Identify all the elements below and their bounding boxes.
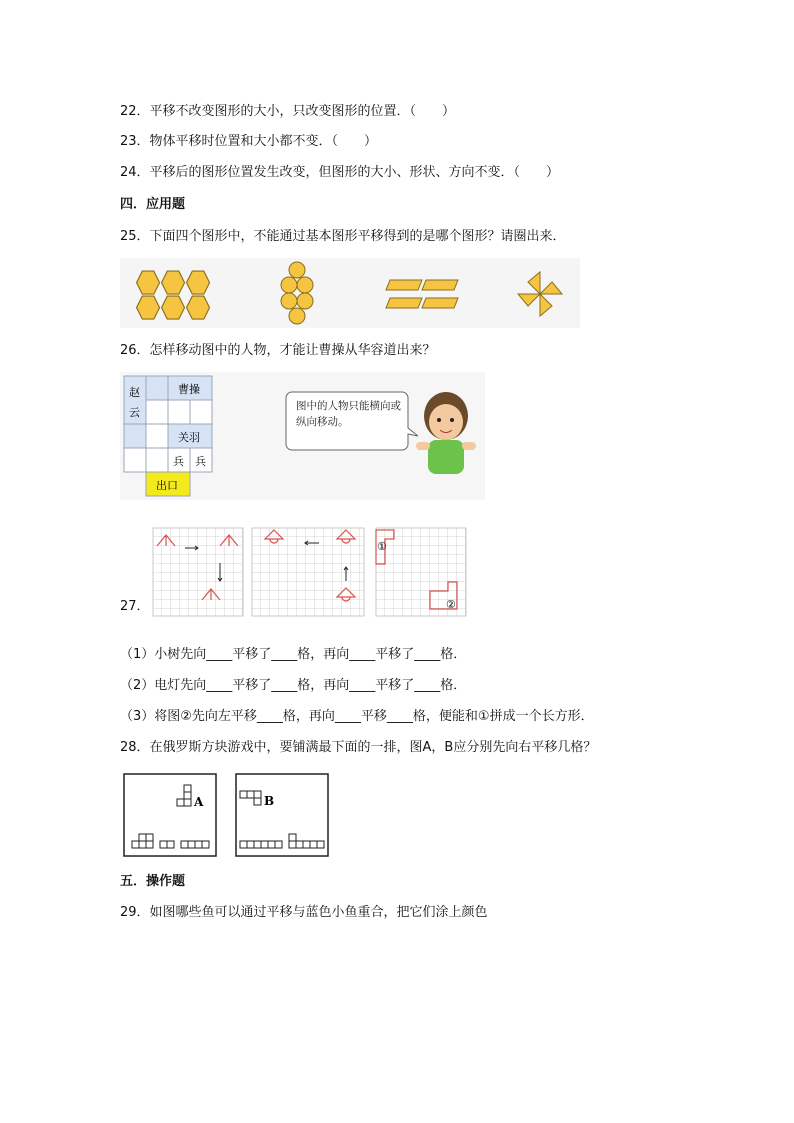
question-27-sub2: （2）电灯先向____平移了____格，再向____平移了____格． [120,678,467,693]
board-cell [146,400,168,424]
question-28: 28．在俄罗斯方块游戏中，要铺满最下面的一排，图A，B应分别先向右平移几格？ [120,740,597,755]
board-cell [146,424,168,448]
block-cell [240,841,247,848]
block-cell [289,841,296,848]
tetris-board-b [236,774,328,856]
question-25: 25．下面四个图形中，不能通过基本图形平移得到的是哪个图形？请圈出来． [120,229,566,244]
mark-2: ② [446,598,456,611]
block-cell [275,841,282,848]
boy-face [429,404,463,440]
block-cell [296,841,303,848]
speech-text-wrapper [296,398,402,446]
boy-arm [416,442,430,450]
block-cell [139,834,146,841]
board-cell [124,424,146,448]
board-cell [146,448,168,472]
hexagon [187,271,210,294]
circle [297,293,313,309]
grid-shapes [376,528,466,616]
zhaoyun-label-1: 赵 [129,386,140,399]
q27-grids-figure [152,527,468,619]
section-4-heading: 四．应用题 [120,197,186,212]
question-29: 29．如图哪些鱼可以通过平移与蓝色小鱼重合，把它们涂上颜色 [120,905,488,920]
block-cell [167,841,174,848]
block-cell [160,841,167,848]
hexagon [162,271,185,294]
block-cell [317,841,324,848]
boy-eye [437,418,441,422]
mark-1: ① [377,540,387,553]
block-cell [132,841,139,848]
block-cell [310,841,317,848]
block-cell [177,799,184,806]
question-27-number: 27． [120,599,150,614]
hexagon [187,296,210,319]
block-cell [261,841,268,848]
guanyu-label: 关羽 [178,431,200,444]
parallelogram [422,280,458,290]
board-cell [190,400,212,424]
block-cell [247,841,254,848]
block-cell [202,841,209,848]
block-cell [254,791,261,798]
block-cell [146,834,153,841]
block-cell [240,791,247,798]
grid-tree [153,528,243,616]
tetris-board-a [124,774,216,856]
q25-shapes-figure [120,258,580,328]
board-cell [124,448,146,472]
parallelogram [422,298,458,308]
parallelogram [386,298,422,308]
block-cell [184,799,191,806]
block-cell [254,841,261,848]
boy-eye [450,418,454,422]
block-cell [139,841,146,848]
bing-label-1: 兵 [173,455,184,468]
block-cell [289,834,296,841]
hexagon [137,271,160,294]
circle [281,277,297,293]
huarong-dao-figure [120,372,485,500]
question-27-sub3: （3）将图②先向左平移____格，再向____平移____格，便能和①拼成一个长方形． [120,709,594,724]
board-cell [168,400,190,424]
question-27-sub1: （1）小树先向____平移了____格，再向____平移了____格． [120,647,467,662]
block-cell [184,792,191,799]
figure-background [120,258,580,328]
label-a: A [194,795,204,809]
block-cell [303,841,310,848]
grid-lamp [252,528,364,616]
block-cell [195,841,202,848]
question-22: 22．平移不改变图形的大小，只改变图形的位置．（ ） [120,104,456,119]
board-cell [146,376,168,400]
parallelogram [386,280,422,290]
circle [281,293,297,309]
hexagon [137,296,160,319]
block-cell [184,785,191,792]
block-cell [254,798,261,805]
circle [289,308,305,324]
exit-label: 出口 [156,479,178,492]
circle [289,262,305,278]
block-cell [247,791,254,798]
block-cell [188,841,195,848]
bing-label-2: 兵 [195,455,206,468]
block-cell [181,841,188,848]
boy-arm [462,442,476,450]
hexagon [162,296,185,319]
question-24: 24．平移后的图形位置发生改变，但图形的大小、形状、方向不变．（ ） [120,165,560,180]
zhaoyun-label-2: 云 [129,406,140,419]
question-23: 23．物体平移时位置和大小都不变．（ ） [120,134,378,149]
speech-text: 图中的人物只能横向或纵向移动。 [296,400,401,428]
block-cell [268,841,275,848]
tetris-figure [122,773,332,859]
boy-shirt [428,440,464,474]
block-cell [146,841,153,848]
section-5-heading: 五．操作题 [120,874,186,889]
question-26: 26．怎样移动图中的人物，才能让曹操从华容道出来？ [120,343,436,358]
caocao-label: 曹操 [178,383,200,396]
label-b: B [264,794,275,808]
circle [297,277,313,293]
